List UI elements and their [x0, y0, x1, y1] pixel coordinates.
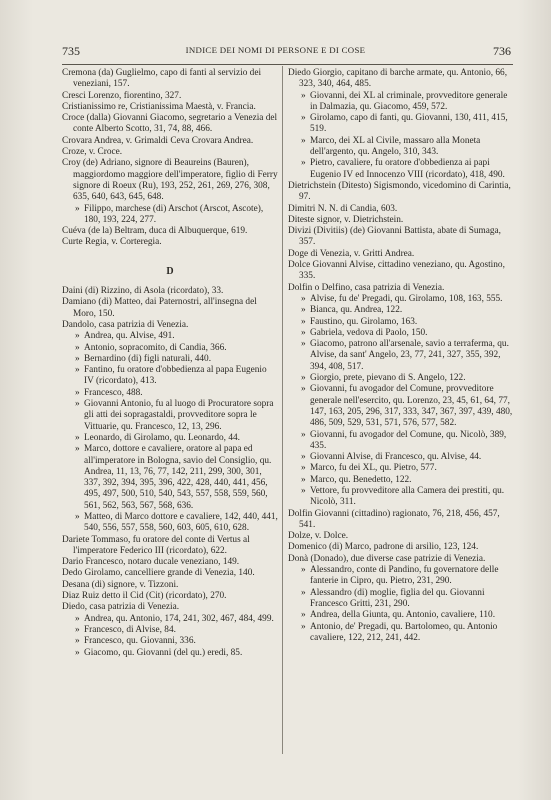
index-entry: [62, 147, 278, 158]
index-subentry: [62, 648, 278, 659]
ditto-mark: »: [75, 613, 80, 624]
ditto-mark: »: [301, 339, 306, 350]
entry-text: Andrea, della Giunta, qu. Antonio, cavaliere, 110.: [310, 610, 496, 621]
running-title: INDICE DEI NOMI DI PERSONE E DI COSE: [185, 45, 366, 55]
index-subentry: [288, 328, 513, 339]
index-subentry: [62, 388, 278, 399]
entry-text: Francesco, qu. Giovanni, 336.: [84, 636, 196, 647]
index-entry: [288, 542, 513, 553]
ditto-mark: »: [301, 384, 306, 395]
index-subentry: [62, 636, 278, 647]
ditto-mark: »: [301, 316, 306, 327]
entry-text: Dimitri N. N. di Candia, 603.: [288, 203, 398, 214]
index-subentry: [288, 588, 513, 611]
entry-text: Dolze, v. Dolce.: [288, 531, 349, 542]
ditto-mark: »: [75, 353, 80, 364]
index-subentry: [288, 373, 513, 384]
ditto-mark: »: [75, 636, 80, 647]
entry-text: Desana (di) signore, v. Tizzoni.: [62, 579, 179, 590]
entry-text: Crovara Andrea, v. Grimaldi Ceva Crovara Andrea.: [62, 135, 254, 146]
ditto-mark: »: [75, 387, 80, 398]
entry-text: Bernardino (di) figli naturali, 440.: [84, 353, 212, 364]
ditto-mark: »: [75, 647, 80, 658]
ditto-mark: »: [301, 327, 306, 338]
ditto-mark: »: [301, 474, 306, 485]
index-entry: [288, 226, 513, 249]
entry-text: Faustino, qu. Girolamo, 163.: [310, 316, 418, 327]
index-entry: [62, 568, 278, 579]
entry-text: Girolamo, capo di fanti, qu. Giovanni, 130, 411, 415, 519.: [310, 113, 508, 135]
entry-text: Cresci Lorenzo, fiorentino, 327.: [62, 90, 182, 101]
entry-text: Dietrichstein (Ditesto) Sigismondo, vicedomino di Carintia, 97.: [288, 180, 511, 203]
ditto-mark: »: [301, 485, 306, 496]
ditto-mark: »: [75, 342, 80, 353]
index-subentry: [62, 512, 278, 535]
entry-text: Dedo Girolamo, cancelliere grande di Venezia, 140.: [62, 568, 255, 579]
ditto-mark: »: [301, 293, 306, 304]
index-subentry: [288, 317, 513, 328]
entry-text: Giovanni Antonio, fu al luogo di Procuratore sopra gli atti dei sopragastaldi, provveditore sopra le Vittuarie, qu. Francesco, 12, 13, 296.: [84, 399, 274, 432]
ditto-mark: »: [301, 113, 306, 124]
entry-text: Donà (Donado), due diverse case patrizie di Venezia.: [288, 553, 486, 564]
index-subentry: [288, 339, 513, 373]
entry-text: Fantino, fu oratore d'obbedienza al papa Eugenio IV (ricordato), 413.: [84, 365, 267, 387]
entry-text: Diedo Giorgio, capitano di barche armate, qu. Antonio, 66, 323, 340, 464, 485.: [288, 68, 508, 90]
entry-text: Francesco, di Alvise, 84.: [84, 624, 176, 635]
index-entry: [62, 602, 278, 613]
entry-text: Matteo, di Marco dottore e cavaliere, 142, 440, 441, 540, 556, 557, 558, 560, 603, 605, 610, 628.: [84, 511, 278, 534]
index-entry: [62, 91, 278, 102]
entry-text: Filippo, marchese (di) Arschot (Arscot, Ascote), 180, 193, 224, 277.: [84, 203, 264, 225]
entry-text: Marco, fu dei XL, qu. Pietro, 577.: [310, 463, 437, 474]
index-entry: [62, 535, 278, 558]
ditto-mark: »: [75, 432, 80, 443]
index-subentry: [288, 475, 513, 486]
index-subentry: [62, 365, 278, 388]
entry-text: Dolfin o Delfino, casa patrizia di Venezia.: [288, 282, 445, 293]
header-rule: [62, 64, 513, 65]
entry-text: Doge di Venezia, v. Gritti Andrea.: [288, 248, 415, 259]
index-subentry: [288, 136, 513, 159]
ditto-mark: »: [75, 331, 80, 342]
ditto-mark: »: [301, 158, 306, 169]
entry-text: Divizi (Divitiis) (de) Giovanni Battista, abate di Sumaga, 357.: [288, 226, 502, 248]
section-gap: [62, 249, 278, 260]
index-subentry: [288, 463, 513, 474]
entry-text: Francesco, 488.: [84, 387, 143, 398]
index-entry: [288, 215, 513, 226]
ditto-mark: »: [301, 90, 306, 101]
index-entry: [62, 102, 278, 113]
index-entry: [62, 297, 278, 320]
index-subentry: [288, 486, 513, 509]
ditto-mark: »: [75, 203, 80, 214]
index-subentry: [288, 622, 513, 645]
section-letter: D: [166, 265, 174, 277]
index-entry: [288, 68, 513, 91]
ditto-mark: »: [301, 463, 306, 474]
entry-text: Antonio, sopracomito, di Candia, 366.: [84, 342, 227, 353]
index-entry: [62, 136, 278, 147]
index-subentry: [288, 113, 513, 136]
entry-text: Andrea, qu. Antonio, 174, 241, 302, 467, 484, 499.: [84, 613, 274, 624]
ditto-mark: »: [75, 511, 80, 522]
entry-text: Giacomo, qu. Giovanni (del qu.) eredi, 85.: [84, 647, 243, 658]
entry-text: Croce (dalla) Giovanni Giacomo, segretario a Venezia del conte Alberto Scotto, 31, 74, 88, 466.: [62, 113, 278, 135]
entry-text: Marco, dottore e cavaliere, oratore al papa ed all'imperatore in Bologna, savio del Consiglio, qu. Andrea, 11, 13, 76, 77, 142, 211, 299, 300, 301, 337, 392, 394, 395, 396, 422, 428, 440, 441, 456, 495, 497, 500, 510, 540, 543, 557, 558, 559, 560, 561, 562, 563, 567, 568, 636.: [84, 444, 272, 511]
index-entry: [288, 204, 513, 215]
ditto-mark: »: [301, 621, 306, 632]
entry-text: Bianca, qu. Andrea, 122.: [310, 305, 403, 316]
entry-text: Croy (de) Adriano, signore di Beaureins (Bauren), maggiordomo maggiore dell'imperatore, figlio di Ferry signore di Roeux (Ru), 193, 252, 261, 269, 276, 308, 635, 640, 643, 645, 648.: [62, 158, 278, 203]
entry-text: Alessandro, conte di Pandino, fu governatore delle fanterie in Cipro, qu. Pietro, 231, 290.: [310, 565, 499, 587]
index-subentry: [62, 625, 278, 636]
index-subentry: [62, 444, 278, 512]
index-entry: [288, 531, 513, 542]
entry-text: Marco, dei XL al Civile, massaro alla Moneta dell'argento, qu. Angelo, 310, 343.: [310, 135, 481, 158]
index-subentry: [62, 614, 278, 625]
entry-text: Damiano (di) Matteo, dai Paternostri, all'insegna del Moro, 150.: [62, 297, 257, 319]
ditto-mark: »: [301, 305, 306, 316]
index-entry: [288, 181, 513, 204]
index-subentry: [62, 433, 278, 444]
entry-text: Giovanni, fu avogador del Comune, qu. Nicolò, 389, 435.: [310, 429, 507, 451]
entry-text: Daini (di) Rizzino, di Asola (ricordato), 33.: [62, 286, 224, 297]
entry-text: Vettore, fu provveditore alla Camera dei prestiti, qu. Nicolò, 311.: [310, 485, 505, 508]
page-number-right: 736: [493, 44, 511, 58]
index-entry: [288, 509, 513, 532]
entry-text: Giovanni Alvise, di Francesco, qu. Alvise, 44.: [310, 452, 482, 463]
index-entry: [62, 557, 278, 568]
entry-text: Andrea, qu. Alvise, 491.: [84, 331, 175, 342]
entry-text: Giorgio, prete, pievano di S. Angelo, 122.: [310, 373, 466, 384]
entry-text: Croze, v. Croce.: [62, 147, 123, 158]
index-entry: [62, 286, 278, 297]
ditto-mark: »: [301, 135, 306, 146]
index-entry: [288, 249, 513, 260]
ditto-mark: »: [301, 565, 306, 576]
entry-text: Alvise, fu de' Pregadi, qu. Girolamo, 108, 163, 555.: [310, 293, 503, 304]
entry-text: Cremona (da) Guglielmo, capo di fanti al servizio dei veneziani, 157.: [62, 68, 262, 90]
index-subentry: [288, 430, 513, 453]
index-entry: [288, 554, 513, 565]
entry-text: Diaz Ruiz detto il Cid (Cit) (ricordato), 270.: [62, 591, 227, 602]
entry-text: Cuéva (de la) Beltram, duca di Albuquerque, 619.: [62, 226, 248, 237]
entry-text: Diedo, casa patrizia di Venezia.: [62, 602, 180, 613]
entry-text: Dolce Giovanni Alvise, cittadino veneziano, qu. Agostino, 335.: [288, 260, 505, 282]
column-divider: [282, 66, 283, 754]
ditto-mark: »: [75, 399, 80, 410]
entry-text: Dario Francesco, notaro ducale veneziano, 149.: [62, 557, 240, 568]
entry-text: Giovanni, fu avogador del Comune, provveditore generale nell'esercito, qu. Lorenzo, 23, 45, 61, 64, 77, 147, 163, 205, 296, 317, 333, 347, 367, 397, 439, 480, 486, 509, 529, 531, 571, 576, 577, 582.: [310, 384, 513, 429]
index-subentry: [288, 91, 513, 114]
index-subentry: [288, 305, 513, 316]
index-entry: [62, 320, 278, 331]
ditto-mark: »: [75, 365, 80, 376]
index-subentry: [288, 294, 513, 305]
entry-text: Leonardo, di Girolamo, qu. Leonardo, 44.: [84, 432, 240, 443]
index-subentry: [288, 158, 513, 181]
entry-text: Curte Regia, v. Corteregia.: [62, 237, 162, 248]
entry-text: Diteste signor, v. Dietrichstein.: [288, 214, 404, 225]
entry-text: Domenico (di) Marco, padrone di arsilio, 123, 124.: [288, 542, 479, 553]
page-header: [0, 44, 551, 64]
entry-text: Alessandro (di) moglie, figlia del qu. Giovanni Francesco Gritti, 231, 290.: [310, 587, 485, 609]
entry-text: Cristianissimo re, Cristianissima Maestà, v. Francia.: [62, 101, 256, 112]
index-entry: [288, 260, 513, 283]
index-column-right: [288, 68, 513, 644]
index-subentry: [62, 343, 278, 354]
entry-text: Dariete Tommaso, fu oratore del conte di Vertus al l'imperatore Federico III (ricordato), 622.: [62, 534, 250, 556]
index-subentry: [62, 354, 278, 365]
ditto-mark: »: [301, 587, 306, 598]
index-subentry: [288, 610, 513, 621]
entry-text: Giacomo, patrono all'arsenale, savio a terraferma, qu. Alvise, da sant' Angelo, 23, 77, 241, 327, 355, 392, 394, 408, 517.: [310, 339, 509, 372]
index-subentry: [62, 331, 278, 342]
ditto-mark: »: [75, 624, 80, 635]
entry-text: Gabriela, vedova di Paolo, 150.: [310, 327, 428, 338]
ditto-mark: »: [301, 429, 306, 440]
index-subentry: [288, 384, 513, 429]
index-entry: [62, 68, 278, 91]
index-entry: [62, 226, 278, 237]
entry-text: Giovanni, dei XL al criminale, provveditore generale in Dalmazia, qu. Giacomo, 459, 572.: [310, 90, 508, 112]
index-subentry: [288, 565, 513, 588]
index-entry: [62, 237, 278, 248]
entry-text: Pietro, cavaliere, fu oratore d'obbedienza ai papi Eugenio IV ed Innocenzo VIII (ricordato), 418, 490.: [310, 158, 505, 180]
index-entry: [62, 113, 278, 136]
index-entry: [62, 591, 278, 602]
index-column-left: [62, 68, 278, 659]
ditto-mark: »: [75, 444, 80, 455]
index-entry: [288, 283, 513, 294]
index-entry: [62, 580, 278, 591]
ditto-mark: »: [301, 452, 306, 463]
index-subentry: [62, 399, 278, 433]
entry-text: Dolfin Giovanni (cittadino) ragionato, 76, 218, 456, 457, 541.: [288, 508, 500, 530]
entry-text: Marco, qu. Benedetto, 122.: [310, 474, 412, 485]
index-entry: [62, 158, 278, 203]
entry-text: Antonio, de' Pregadi, qu. Bartolomeo, qu. Antonio cavaliere, 122, 212, 241, 442.: [310, 621, 498, 643]
ditto-mark: »: [301, 373, 306, 384]
entry-text: Dandolo, casa patrizia di Venezia.: [62, 319, 189, 330]
index-subentry: [62, 204, 278, 227]
ditto-mark: »: [301, 610, 306, 621]
index-subentry: [288, 452, 513, 463]
page-number-left: 735: [62, 44, 80, 58]
